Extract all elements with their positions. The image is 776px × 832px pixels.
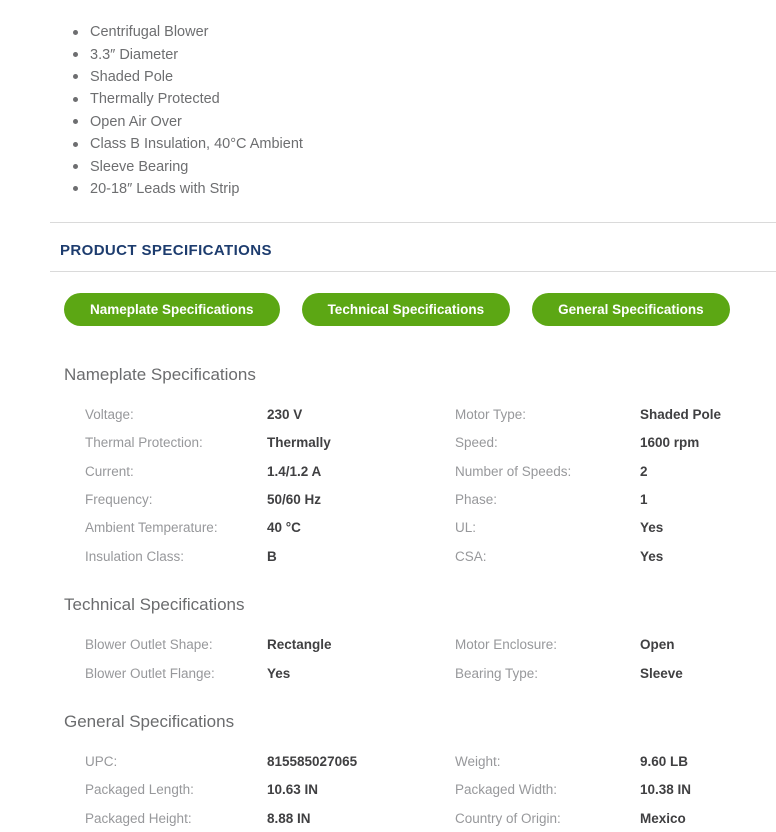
bullet-icon [73, 30, 78, 35]
feature-list [0, 0, 776, 200]
tab-general-specifications[interactable]: General Specifications [532, 293, 730, 326]
section-heading: Technical Specifications [64, 595, 245, 615]
spec-value: Rectangle [267, 637, 332, 653]
spec-value: Thermally [267, 435, 331, 451]
spec-value: 230 V [267, 406, 303, 422]
spec-value: Sleeve [640, 665, 683, 681]
spec-value: Yes [640, 520, 664, 536]
spec-label: Number of Speeds: [455, 463, 572, 479]
spec-table [85, 400, 776, 570]
spec-label: Phase: [455, 491, 498, 507]
spec-value: 9.60 LB [640, 753, 689, 769]
spec-label: Packaged Width: [455, 782, 558, 798]
spec-value: 1 [640, 491, 648, 507]
feature-text: Open Air Over [90, 113, 182, 130]
spec-label: Insulation Class: [85, 548, 185, 564]
bullet-icon [73, 52, 78, 57]
tab-technical-specifications[interactable]: Technical Specifications [302, 293, 511, 326]
bullet-icon [73, 74, 78, 79]
section-technical-specifications [0, 595, 776, 687]
bullet-icon [73, 164, 78, 169]
spec-value: Shaded Pole [640, 406, 722, 422]
feature-item [73, 43, 776, 65]
spec-label: Bearing Type: [455, 665, 539, 681]
spec-label: Ambient Temperature: [85, 520, 218, 536]
product-specifications-title: PRODUCT SPECIFICATIONS [60, 242, 272, 260]
feature-text: Sleeve Bearing [90, 158, 189, 175]
spec-value: 50/60 Hz [267, 491, 322, 507]
spec-value: 10.38 IN [640, 782, 692, 798]
section-general-specifications [0, 712, 776, 832]
section-heading: Nameplate Specifications [64, 365, 256, 385]
section-nameplate-specifications [0, 365, 776, 570]
spec-label: Motor Enclosure: [455, 637, 558, 653]
spec-label: Frequency: [85, 491, 153, 507]
spec-label: UPC: [85, 753, 118, 769]
spec-value: 40 °C [267, 520, 301, 536]
spec-value: Mexico [640, 810, 686, 826]
feature-item [73, 21, 776, 43]
bullet-icon [73, 119, 78, 124]
feature-text: Class B Insulation, 40°C Ambient [90, 136, 303, 153]
spec-value: 2 [640, 463, 648, 479]
feature-item [73, 155, 776, 177]
feature-item [73, 178, 776, 200]
divider [50, 271, 776, 272]
spec-value: 815585027065 [267, 753, 358, 769]
spec-value: 1.4/1.2 A [267, 463, 322, 479]
spec-label: Blower Outlet Shape: [85, 637, 213, 653]
spec-value: Yes [640, 548, 664, 564]
spec-label: Speed: [455, 435, 498, 451]
spec-label: Thermal Protection: [85, 435, 203, 451]
spec-label: Packaged Length: [85, 782, 194, 798]
spec-tab-bar [64, 293, 776, 326]
feature-text: Shaded Pole [90, 68, 174, 85]
feature-item [73, 133, 776, 155]
spec-label: Packaged Height: [85, 810, 192, 826]
feature-text: Thermally Protected [90, 91, 220, 108]
spec-label: CSA: [455, 548, 487, 564]
feature-text: Centrifugal Blower [90, 24, 209, 41]
spec-label: Voltage: [85, 406, 134, 422]
spec-label: UL: [455, 520, 477, 536]
section-heading: General Specifications [64, 712, 235, 732]
bullet-icon [73, 97, 78, 102]
spec-label: Current: [85, 463, 134, 479]
spec-table [85, 630, 776, 687]
spec-value: 1600 rpm [640, 435, 700, 451]
feature-item [73, 111, 776, 133]
bullet-icon [73, 186, 78, 191]
spec-value: Open [640, 637, 675, 653]
spec-label: Weight: [455, 753, 501, 769]
feature-item [73, 88, 776, 110]
spec-value: Yes [267, 665, 291, 681]
spec-label: Motor Type: [455, 406, 527, 422]
spec-table [85, 747, 776, 832]
spec-label: Blower Outlet Flange: [85, 665, 215, 681]
feature-item [73, 66, 776, 88]
spec-label: Country of Origin: [455, 810, 561, 826]
tab-nameplate-specifications[interactable]: Nameplate Specifications [64, 293, 280, 326]
feature-text: 20-18″ Leads with Strip [90, 180, 240, 197]
spec-value: B [267, 548, 277, 564]
spec-value: 10.63 IN [267, 782, 319, 798]
feature-text: 3.3″ Diameter [90, 46, 179, 63]
bullet-icon [73, 142, 78, 147]
spec-value: 8.88 IN [267, 810, 311, 826]
